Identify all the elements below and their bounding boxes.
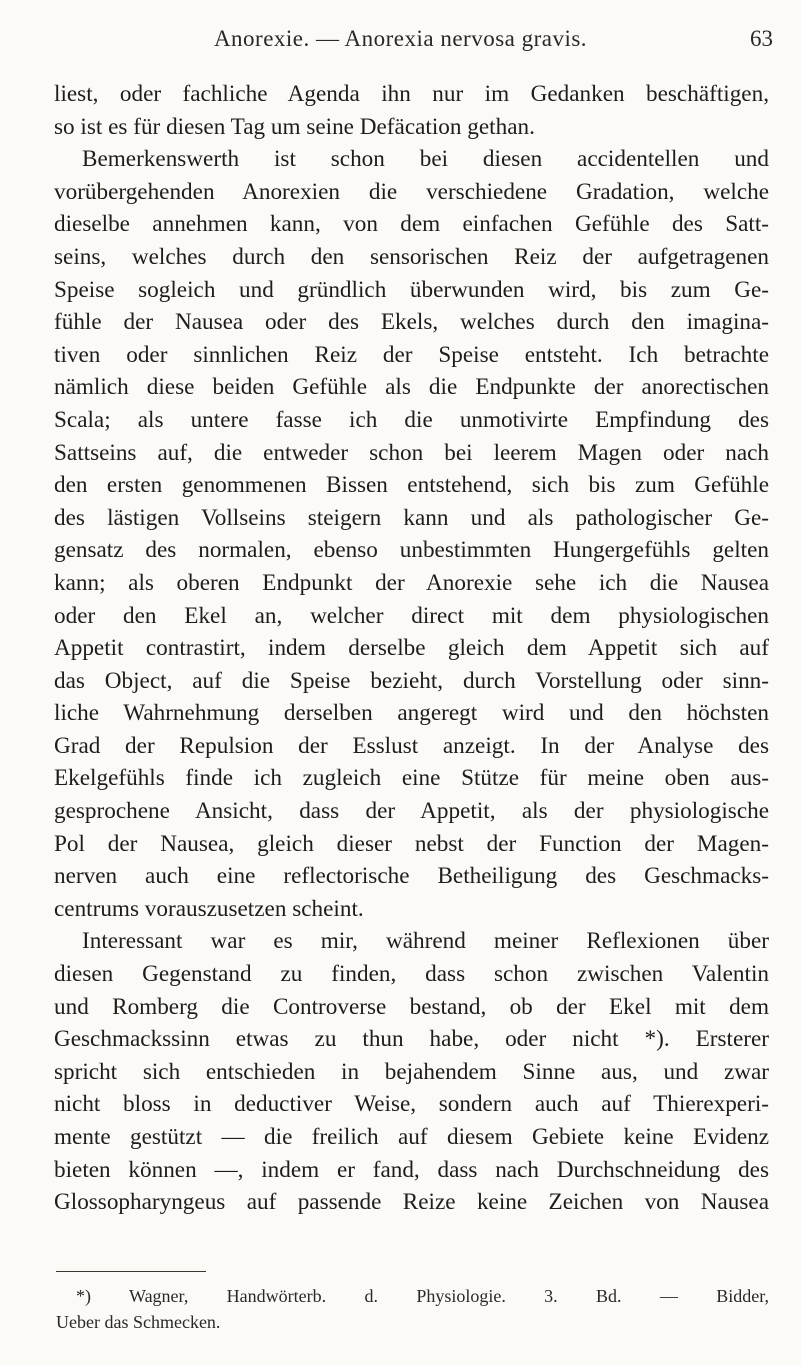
text-line: liche Wahrnehmung derselben angeregt wird und den höchsten (54, 700, 769, 727)
running-title: Anorexie. — Anorexia nervosa gravis. (213, 26, 588, 51)
text-line: vorübergehenden Anorexien die verschiedene Gradation, welche (54, 178, 769, 205)
text-line: nämlich diese beiden Gefühle als die Endpunkte der anorectischen (54, 374, 769, 401)
running-head (0, 26, 801, 56)
text-line: den ersten genommenen Bissen entstehend, sich bis zum Gefühle (54, 472, 769, 499)
text-line: Appetit contrastirt, indem derselbe gleich dem Appetit sich auf (54, 635, 769, 662)
text-line: Glossopharyngeus auf passende Reize keine Zeichen von Nausea (54, 1189, 769, 1216)
text-line: des lästigen Vollseins steigern kann und als pathologischer Ge- (54, 504, 769, 531)
text-line: fühle der Nausea oder des Ekels, welches durch den imagina- (54, 309, 769, 336)
text-line: oder den Ekel an, welcher direct mit dem physiologischen (54, 602, 769, 629)
text-line: Sattseins auf, die entweder schon bei leerem Magen oder nach (54, 439, 769, 466)
body-text (54, 78, 769, 1219)
text-line: und Romberg die Controverse bestand, ob der Ekel mit dem (54, 993, 769, 1020)
text-line: centrums vorauszusetzen scheint. (54, 895, 364, 922)
text-line: kann; als oberen Endpunkt der Anorexie sehe ich die Nausea (54, 569, 769, 596)
text-line: Geschmackssinn etwas zu thun habe, oder nicht *). Ersterer (54, 1026, 769, 1053)
text-line: dieselbe annehmen kann, von dem einfachen Gefühle des Satt- (54, 211, 769, 238)
text-line: Interessant war es mir, während meiner Reflexionen über (82, 928, 769, 955)
text-line: bieten können —, indem er fand, dass nach Durchschneidung des (54, 1156, 769, 1183)
text-line: spricht sich entschieden in bejahendem Sinne aus, und zwar (54, 1058, 769, 1085)
text-line: Speise sogleich und gründlich überwunden wird, bis zum Ge- (54, 276, 769, 303)
text-line: Bemerkenswerth ist schon bei diesen accidentellen und (82, 146, 769, 173)
text-line: Pol der Nausea, gleich dieser nebst der Function der Magen- (54, 830, 769, 857)
text-line: das Object, auf die Speise bezieht, durch Vorstellung oder sinn- (54, 667, 769, 694)
text-line: nicht bloss in deductiver Weise, sondern auch auf Thierexperi- (54, 1091, 769, 1118)
text-line: so ist es für diesen Tag um seine Defäcation gethan. (54, 113, 535, 140)
footnote-line: *) Wagner, Handwörterb. d. Physiologie. 3. Bd. — Bidder, (76, 1286, 769, 1306)
text-line: mente gestützt — die freilich auf diesem Gebiete keine Evidenz (54, 1124, 769, 1150)
footnote-divider (56, 1271, 206, 1272)
text-line: Ekelgefühls finde ich zugleich eine Stütze für meine oben aus- (54, 765, 769, 792)
text-line: Grad der Repulsion der Esslust anzeigt. In der Analyse des (54, 732, 769, 759)
text-line: gensatz des normalen, ebenso unbestimmten Hungergefühls gelten (54, 537, 769, 564)
text-line: tiven oder sinnlichen Reiz der Speise entsteht. Ich betrachte (54, 341, 769, 368)
text-line: liest, oder fachliche Agenda ihn nur im Gedanken beschäftigen, (54, 81, 769, 107)
page-number: 63 (750, 26, 773, 51)
footnote-line: Ueber das Schmecken. (56, 1312, 221, 1332)
text-line: nerven auch eine reflectorische Betheiligung des Geschmacks- (54, 863, 769, 890)
text-line: diesen Gegenstand zu finden, dass schon zwischen Valentin (54, 961, 769, 988)
footnote (56, 1283, 769, 1335)
text-line: seins, welches durch den sensorischen Reiz der aufgetragenen (54, 243, 769, 270)
text-line: Scala; als untere fasse ich die unmotivirte Empfindung des (54, 406, 769, 433)
text-line: gesprochene Ansicht, dass der Appetit, als der physiologische (54, 798, 769, 825)
